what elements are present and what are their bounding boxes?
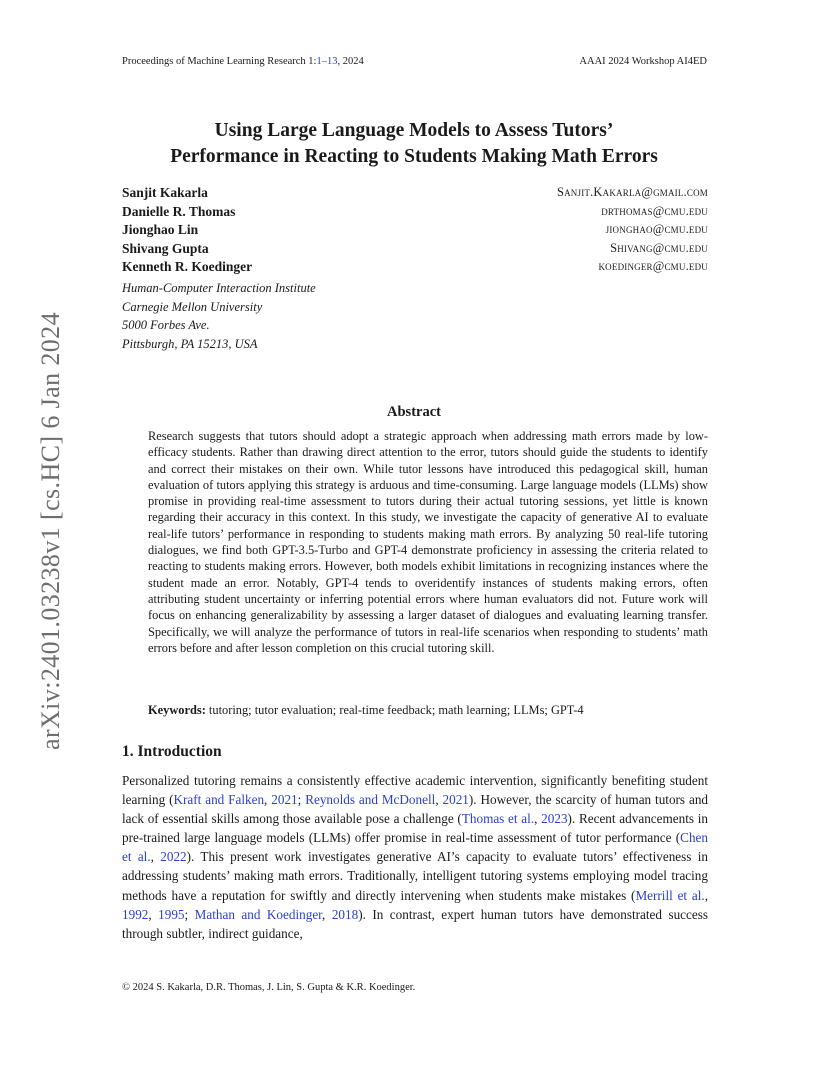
author-row [122, 185, 708, 204]
citation-link[interactable]: 1992 [122, 906, 149, 922]
citation-link[interactable]: 2021 [271, 792, 298, 808]
paper-title [0, 118, 828, 170]
section-heading-introduction: 1. Introduction [122, 743, 222, 760]
citation-link[interactable]: Mathan and Koedinger [194, 906, 323, 922]
copyright-footer: © 2024 S. Kakarla, D.R. Thomas, J. Lin, S. Gupta & K.R. Koedinger. [122, 982, 416, 993]
author-email: drthomas@cmu.edu [601, 203, 708, 218]
author-name: Jionghao Lin [122, 222, 199, 237]
page-range-link[interactable]: 1–13 [316, 56, 338, 67]
affiliation-line: 5000 Forbes Ave. [122, 318, 210, 332]
citation-link[interactable]: 2022 [160, 849, 187, 865]
abstract-body [148, 428, 708, 656]
citation-link[interactable]: 2023 [541, 811, 568, 827]
citation-link[interactable]: Reynolds and McDonell [305, 792, 436, 808]
title-line-2: Performance in Reacting to Students Making Math Errors [170, 146, 658, 167]
abstract-heading: Abstract [387, 404, 441, 420]
keywords-label: Keywords: [148, 703, 206, 717]
citation-link[interactable]: Kraft and Falken [173, 792, 265, 808]
citation-link[interactable]: Chen et al. [122, 830, 708, 865]
introduction-body [122, 771, 708, 943]
author-email: Sanjit.Kakarla@gmail.com [556, 185, 708, 199]
author-email: jionghao@cmu.edu [605, 222, 708, 236]
author-email: Shivang@cmu.edu [610, 240, 708, 255]
citation-link[interactable]: Merrill et al. [635, 887, 705, 903]
affiliation-line: Carnegie Mellon University [122, 299, 263, 314]
running-header-left: Proceedings of Machine Learning Research 1:1–13, 2024 [122, 56, 364, 67]
author-row [122, 241, 708, 260]
keywords [148, 703, 708, 718]
keywords-text: tutoring; tutor evaluation; real-time feedback; math learning; LLMs; GPT-4 [205, 703, 584, 717]
author-row [122, 204, 708, 223]
title-line-1: Using Large Language Models to Assess Tutors’ [214, 120, 614, 141]
author-email: koedinger@cmu.edu [598, 259, 708, 273]
author-row [122, 259, 708, 278]
citation-link[interactable]: 1995 [158, 906, 185, 922]
author-name: Sanjit Kakarla [122, 185, 208, 200]
citation-link[interactable]: 2018 [331, 906, 359, 922]
citation-link[interactable]: 2021 [442, 792, 469, 808]
running-header-right: AAAI 2024 Workshop AI4ED [579, 56, 707, 67]
author-name: Kenneth R. Koedinger [122, 259, 253, 274]
arxiv-stamp: arXiv:2401.03238v1 [cs.HC] 6 Jan 2024 [36, 312, 65, 750]
author-row [122, 222, 708, 241]
author-name: Shivang Gupta [122, 240, 209, 256]
author-list [122, 185, 708, 278]
affiliation-line: Pittsburgh, PA 15213, USA [122, 336, 258, 351]
abstract-text: Research suggests that tutors should adopt a strategic approach when addressing math errors made by low-efficacy students. Rather than drawing direct attention to the error, tutors should guide the students to identify and correct their mistakes on their own. While tutor lessons have introduced this pedagogical skill, human evaluation of tutors applying this strategy is arduous and time-consuming. Large language models (LLMs) show promise in providing real-time assessment to tutors during their actual tutoring sessions, yet little is known regarding their accuracy in this context. In this study, we investigate the capacity of generative AI to evaluate real-life tutors’ performance in responding to students making math errors. By analyzing 50 real-life tutoring dialogues, we find both GPT-3.5-Turbo and GPT-4 demonstrate proficiency in assessing the criteria related to reacting to students making errors. However, both models exhibit limitations in recognizing instances where the student made an error. Notably, GPT-4 tends to overidentify instances of students making errors, often attributing student uncertainty or inferring potential errors where human evaluators did not. Future work will focus on enhancing generalizability by assessing a larger dataset of dialogues and evaluating learning transfer. Specifically, we will analyze the performance of tutors in real-life scenarios when responding to students’ math errors before and after lesson completion on this crucial tutoring skill. [148, 429, 708, 655]
author-name: Danielle R. Thomas [122, 203, 236, 219]
affiliation-block [122, 279, 316, 353]
affiliation-line: Human-Computer Interaction Institute [122, 281, 316, 295]
citation-link[interactable]: Thomas et al. [461, 811, 535, 827]
introduction-paragraph: Personalized tutoring remains a consistently effective academic intervention, significantly benefiting student learning (Kraft and Falken, 2021; Reynolds and McDonell, 2021). However, the scarcity of human tutors and lack of essential skills among those available pose a challenge (Thomas et al., 2023). Recent advancements in pre-trained large language models (LLMs) offer promise in real-time assessment of tutor performance (Chen et al., 2022). This present work investigates generative AI’s capacity to evaluate tutors’ effectiveness in addressing students’ making math errors. Traditionally, intelligent tutoring systems employing model tracing methods have a reputation for swiftly and directly intervening when students make mistakes (Merrill et al., 1992, 1995; Mathan and Koedinger, 2018). In contrast, expert human tutors have demonstrated success through subtler, indirect guidance, [122, 773, 709, 941]
